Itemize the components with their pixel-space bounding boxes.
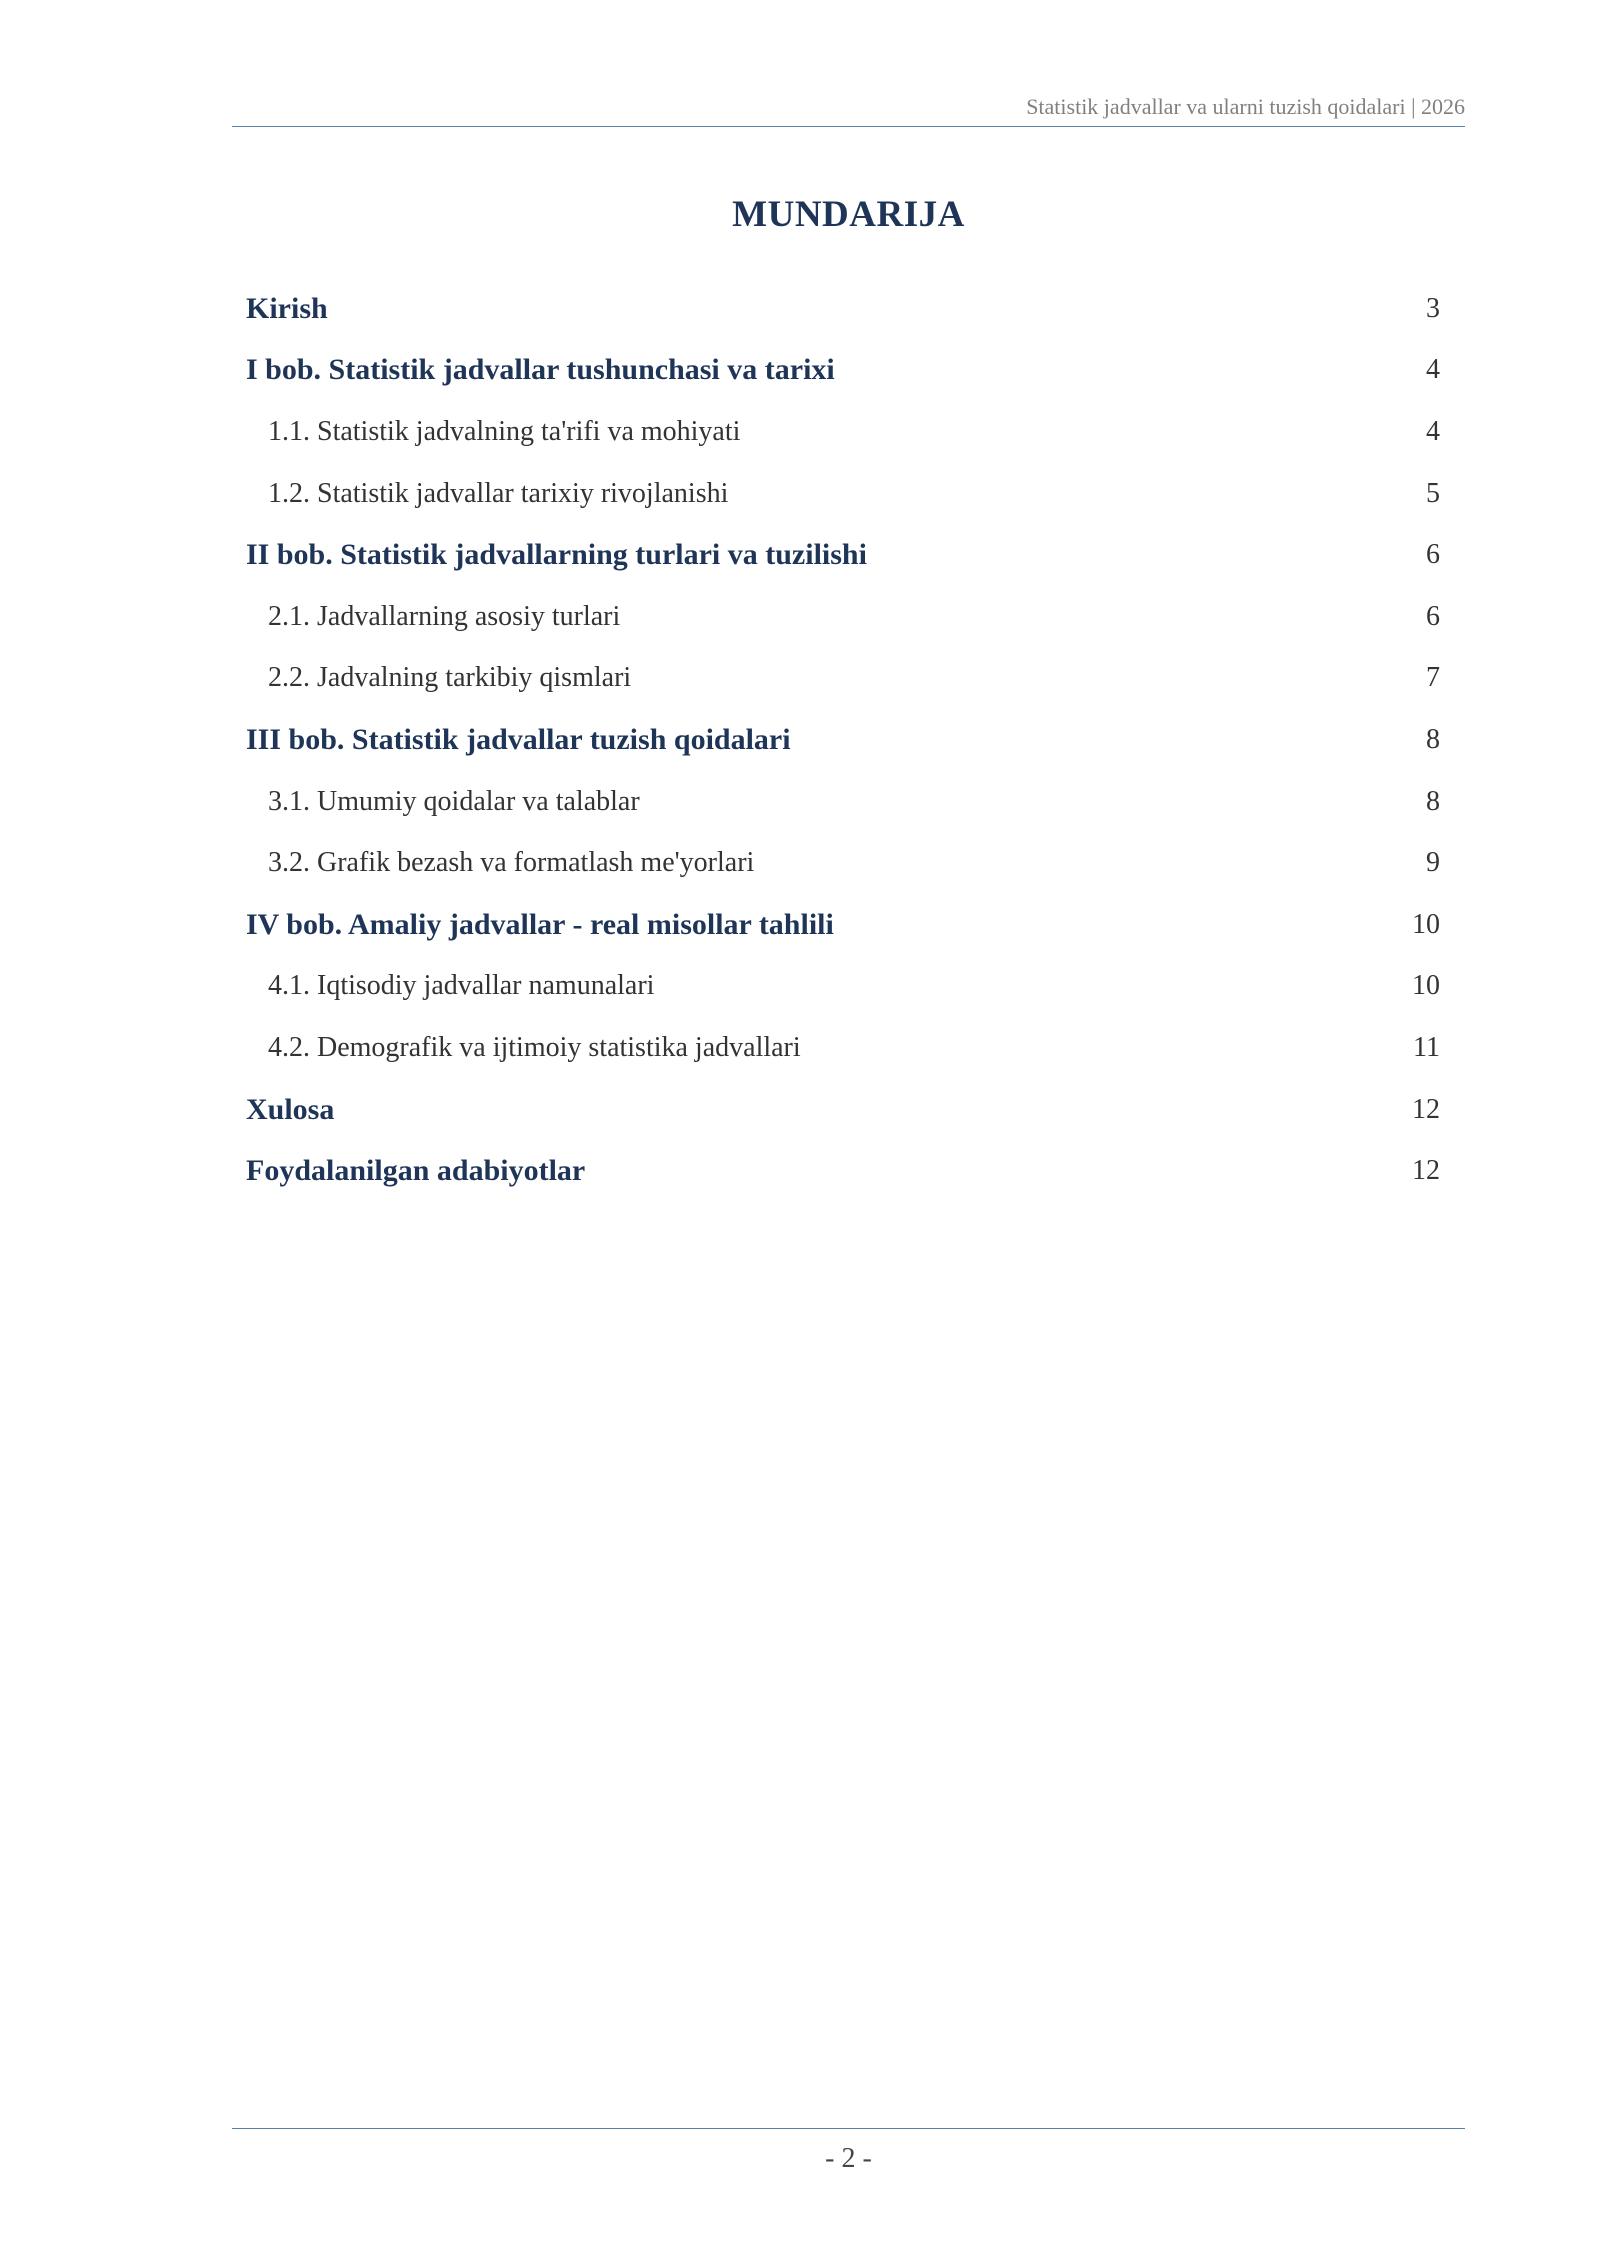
toc-entry-section-4-1[interactable] bbox=[246, 956, 1440, 1018]
page-footer bbox=[232, 2128, 1465, 2189]
toc-entry-section-2-1[interactable] bbox=[246, 586, 1440, 648]
running-header-title: Statistik jadvallar va ularni tuzish qoidalari | 2026 bbox=[1026, 94, 1465, 119]
toc-entry-page: 4 bbox=[1426, 415, 1440, 447]
toc-entry-page: 7 bbox=[1426, 662, 1440, 694]
toc-entry-page: 10 bbox=[1412, 908, 1440, 940]
toc-entry-page: 5 bbox=[1426, 477, 1440, 509]
toc-entry-page: 4 bbox=[1426, 354, 1440, 386]
toc-entry-title: Foydalanilgan adabiyotlar bbox=[246, 1154, 586, 1188]
toc-entry-xulosa[interactable] bbox=[246, 1079, 1440, 1141]
toc-entry-section-4-2[interactable] bbox=[246, 1017, 1440, 1079]
toc-entry-page: 8 bbox=[1426, 785, 1440, 817]
toc-entry-page: 3 bbox=[1426, 292, 1440, 324]
table-of-contents bbox=[246, 278, 1440, 1202]
toc-entry-page: 6 bbox=[1426, 539, 1440, 571]
toc-entry-page: 12 bbox=[1412, 1155, 1440, 1187]
toc-entry-section-3-2[interactable] bbox=[246, 832, 1440, 894]
toc-entry-page: 11 bbox=[1413, 1031, 1440, 1063]
toc-entry-section-1-2[interactable] bbox=[246, 463, 1440, 525]
toc-entry-title: 2.1. Jadvallarning asosiy turlari bbox=[268, 600, 621, 632]
toc-entry-chapter-3[interactable] bbox=[246, 709, 1440, 771]
toc-entry-title: I bob. Statistik jadvallar tushunchasi va tarixi bbox=[246, 353, 835, 387]
toc-entry-title: 3.1. Umumiy qoidalar va talablar bbox=[268, 785, 640, 817]
toc-entry-title: 3.2. Grafik bezash va formatlash me'yorlari bbox=[268, 847, 755, 879]
toc-entry-section-2-2[interactable] bbox=[246, 648, 1440, 710]
toc-title: MUNDARIJA bbox=[732, 194, 965, 235]
toc-entry-chapter-1[interactable] bbox=[246, 340, 1440, 402]
toc-entry-page: 6 bbox=[1426, 600, 1440, 632]
toc-entry-title: 1.2. Statistik jadvallar tarixiy rivojlanishi bbox=[268, 477, 729, 509]
toc-entry-page: 9 bbox=[1426, 847, 1440, 879]
toc-entry-references[interactable] bbox=[246, 1140, 1440, 1202]
toc-entry-page: 12 bbox=[1412, 1093, 1440, 1125]
toc-entry-title: 4.2. Demografik va ijtimoiy statistika jadvallari bbox=[268, 1031, 801, 1063]
toc-entry-title: Xulosa bbox=[246, 1092, 335, 1126]
page-number: - 2 - bbox=[825, 2143, 872, 2174]
page-header bbox=[232, 94, 1465, 127]
toc-entry-section-1-1[interactable] bbox=[246, 401, 1440, 463]
toc-entry-page: 10 bbox=[1412, 970, 1440, 1002]
toc-entry-title: 2.2. Jadvalning tarkibiy qismlari bbox=[268, 662, 632, 694]
toc-entry-title: II bob. Statistik jadvallarning turlari va tuzilishi bbox=[246, 538, 867, 572]
toc-entry-page: 8 bbox=[1426, 723, 1440, 755]
toc-entry-title: IV bob. Amaliy jadvallar - real misollar tahlili bbox=[246, 907, 834, 941]
toc-entry-chapter-4[interactable] bbox=[246, 894, 1440, 956]
toc-entry-title: 1.1. Statistik jadvalning ta'rifi va mohiyati bbox=[268, 415, 741, 447]
toc-entry-kirish[interactable] bbox=[246, 278, 1440, 340]
toc-entry-section-3-1[interactable] bbox=[246, 771, 1440, 833]
toc-entry-title: 4.1. Iqtisodiy jadvallar namunalari bbox=[268, 970, 655, 1002]
toc-entry-chapter-2[interactable] bbox=[246, 524, 1440, 586]
toc-entry-title: III bob. Statistik jadvallar tuzish qoidalari bbox=[246, 722, 791, 756]
toc-entry-title: Kirish bbox=[246, 291, 328, 325]
